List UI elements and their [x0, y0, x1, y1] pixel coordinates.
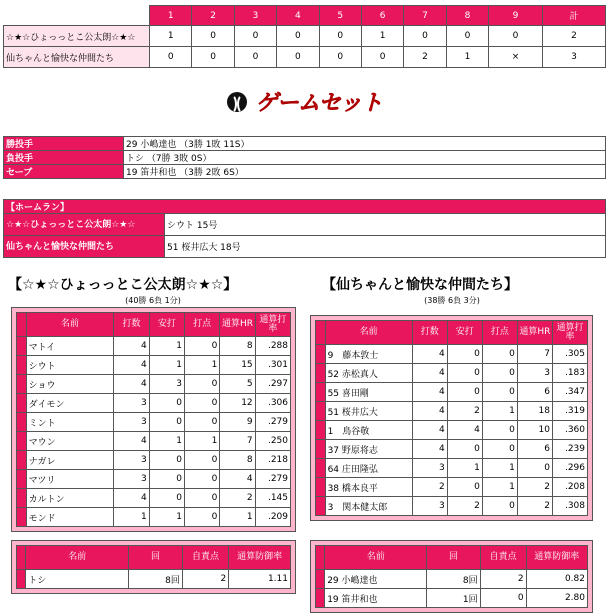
stat-cell: .319 — [552, 402, 587, 421]
total-cell: 2 — [542, 26, 605, 47]
col-header: 回 — [129, 546, 183, 570]
stat-cell: 0 — [447, 383, 482, 402]
stat-cell: 0 — [185, 508, 220, 527]
player-name: ショウ — [26, 375, 114, 394]
row-marker — [316, 421, 326, 440]
stat-cell: 0.82 — [526, 570, 587, 589]
score-cell: 1 — [150, 26, 192, 47]
stat-cell: 18 — [517, 402, 552, 421]
stat-cell: 1 — [149, 356, 184, 375]
save-pitcher-row — [4, 165, 606, 179]
right-batting-panel — [310, 315, 593, 521]
homerun-row — [4, 214, 606, 236]
stat-cell: 0 — [447, 364, 482, 383]
baseball-icon — [227, 92, 247, 112]
stat-cell: 0 — [185, 451, 220, 470]
stat-cell: 0 — [185, 470, 220, 489]
score-cell: 0 — [192, 47, 234, 68]
stat-cell: 6 — [517, 383, 552, 402]
pitching-header-row — [316, 546, 588, 570]
right-team-title: 【仙ちゃんと愉快な仲間たち】 — [322, 277, 518, 293]
stat-cell: .218 — [255, 451, 290, 470]
row-marker — [17, 546, 26, 570]
stat-cell: 4 — [412, 383, 447, 402]
right-pitching-table — [315, 545, 588, 608]
pitcher-result-value: トシ （7勝 3敗 0S） — [124, 151, 606, 165]
row-marker — [17, 313, 27, 337]
batting-row — [17, 489, 291, 508]
pitcher-result-label: 負投手 — [4, 151, 124, 165]
stat-cell: 0 — [482, 497, 517, 516]
player-name: 51 桜井広大 — [325, 402, 412, 421]
row-marker — [316, 440, 326, 459]
score-cell: 0 — [489, 26, 543, 47]
batting-row — [17, 470, 291, 489]
player-name: 64 庄田隆弘 — [325, 459, 412, 478]
stat-cell: 1 — [185, 432, 220, 451]
stat-cell: .301 — [255, 356, 290, 375]
stat-cell: 0 — [482, 364, 517, 383]
stat-cell: 4 — [114, 375, 149, 394]
stat-cell: 8回 — [129, 570, 183, 589]
col-header: 通算打率 — [255, 313, 290, 337]
stat-cell: 1 — [114, 508, 149, 527]
score-cell: × — [489, 47, 543, 68]
stat-cell: 0 — [185, 394, 220, 413]
batting-row — [316, 459, 588, 478]
stat-cell: 4 — [412, 421, 447, 440]
stat-cell: 7 — [517, 345, 552, 364]
row-marker — [17, 451, 27, 470]
batting-header-row — [316, 321, 588, 345]
stat-cell: 4 — [412, 440, 447, 459]
stat-cell: .279 — [255, 470, 290, 489]
pitching-row — [17, 570, 291, 589]
row-marker — [17, 356, 27, 375]
col-header: 通算打率 — [552, 321, 587, 345]
player-name: カルトン — [26, 489, 114, 508]
stat-cell: 0 — [149, 413, 184, 432]
stat-cell: 1 — [482, 402, 517, 421]
stat-cell: 4 — [447, 421, 482, 440]
total-header: 計 — [542, 6, 605, 26]
stat-cell: 4 — [114, 432, 149, 451]
game-set-banner — [0, 86, 609, 116]
right-team-record: (38勝 6負 3分) — [424, 296, 480, 305]
total-cell: 3 — [542, 47, 605, 68]
stat-cell: 1 — [149, 337, 184, 356]
batting-row — [316, 497, 588, 516]
col-header: 名前 — [26, 546, 129, 570]
col-header: 安打 — [149, 313, 184, 337]
row-marker — [17, 570, 26, 589]
stat-cell: .279 — [255, 413, 290, 432]
inning-header: 2 — [192, 6, 234, 26]
batting-row — [17, 432, 291, 451]
stat-cell: 1.11 — [229, 570, 291, 589]
stat-cell: 2 — [517, 497, 552, 516]
stat-cell: .250 — [255, 432, 290, 451]
row-marker — [316, 497, 326, 516]
stat-cell: 4 — [412, 402, 447, 421]
pitcher-result-label: セーブ — [4, 165, 124, 179]
player-name: ミント — [26, 413, 114, 432]
col-header: 通算防御率 — [526, 546, 587, 570]
stat-cell: 0 — [149, 489, 184, 508]
score-cell: 0 — [277, 47, 319, 68]
stat-cell: 2 — [447, 497, 482, 516]
team-name: 仙ちゃんと愉快な仲間たち — [4, 47, 150, 68]
batting-header-row — [17, 313, 291, 337]
inning-header: 6 — [361, 6, 403, 26]
col-header: 通算防御率 — [229, 546, 291, 570]
stat-cell: 0 — [482, 345, 517, 364]
stat-cell: 1 — [447, 459, 482, 478]
stat-cell: 0 — [482, 440, 517, 459]
row-marker — [316, 478, 326, 497]
homerun-title: 【ホームラン】 — [4, 200, 606, 214]
stat-cell: .145 — [255, 489, 290, 508]
row-marker — [316, 321, 326, 345]
player-name: ダイモン — [26, 394, 114, 413]
scoreboard-row-home — [4, 47, 606, 68]
row-marker — [17, 470, 27, 489]
batting-row — [316, 383, 588, 402]
row-marker — [316, 383, 326, 402]
inning-header: 9 — [489, 6, 543, 26]
batting-row — [316, 345, 588, 364]
team-name: ☆★☆ひょっっとこ公太朗☆★☆ — [4, 26, 150, 47]
stat-cell: .347 — [552, 383, 587, 402]
player-name: 38 橋本良平 — [325, 478, 412, 497]
player-name: マトイ — [26, 337, 114, 356]
stat-cell: 4 — [220, 470, 255, 489]
stat-cell: 0 — [480, 589, 526, 608]
batting-row — [316, 402, 588, 421]
score-cell: 0 — [277, 26, 319, 47]
col-header: 名前 — [26, 313, 114, 337]
row-marker — [316, 570, 325, 589]
stat-cell: 4 — [114, 337, 149, 356]
player-name: 1 鳥谷敬 — [325, 421, 412, 440]
batting-row — [316, 421, 588, 440]
batting-row — [17, 508, 291, 527]
score-cell: 0 — [192, 26, 234, 47]
col-header: 打数 — [412, 321, 447, 345]
row-marker — [17, 489, 27, 508]
stat-cell: 8 — [220, 451, 255, 470]
stat-cell: 4 — [412, 364, 447, 383]
left-pitching-table — [16, 545, 291, 589]
row-marker — [316, 546, 325, 570]
stat-cell: 1 — [482, 459, 517, 478]
stat-cell: 2 — [480, 570, 526, 589]
player-name: 3 関本健太郎 — [325, 497, 412, 516]
stat-cell: 15 — [220, 356, 255, 375]
stat-cell: 3 — [114, 470, 149, 489]
stat-cell: 3 — [412, 459, 447, 478]
row-marker — [17, 432, 27, 451]
scoreboard — [3, 5, 606, 68]
stat-cell: 1 — [149, 432, 184, 451]
row-marker — [316, 589, 325, 608]
inning-header: 4 — [277, 6, 319, 26]
stat-cell: .305 — [552, 345, 587, 364]
stat-cell: 1 — [149, 508, 184, 527]
stat-cell: .288 — [255, 337, 290, 356]
score-cell: 2 — [404, 47, 446, 68]
stat-cell: 12 — [220, 394, 255, 413]
col-header: 回 — [427, 546, 480, 570]
left-batting-panel — [11, 307, 296, 532]
score-cell: 0 — [234, 47, 276, 68]
row-marker — [17, 337, 27, 356]
col-header: 打数 — [114, 313, 149, 337]
pitcher-result-value: 29 小嶋達也 （3勝 1敗 11S） — [124, 137, 606, 151]
stat-cell: .308 — [552, 497, 587, 516]
stat-cell: 3 — [114, 451, 149, 470]
homerun-value: 51 桜井広大 18号 — [165, 236, 606, 258]
player-name: モンド — [26, 508, 114, 527]
stat-cell: 0 — [149, 451, 184, 470]
stat-cell: 0 — [517, 459, 552, 478]
stat-cell: 3 — [517, 364, 552, 383]
stat-cell: 4 — [412, 345, 447, 364]
inning-header: 7 — [404, 6, 446, 26]
player-name: マツリ — [26, 470, 114, 489]
homerun-value: シウト 15号 — [165, 214, 606, 236]
player-name: マウン — [26, 432, 114, 451]
row-marker — [17, 394, 27, 413]
score-cell: 1 — [446, 47, 488, 68]
col-header: 打点 — [482, 321, 517, 345]
batting-row — [316, 478, 588, 497]
stat-cell: 7 — [220, 432, 255, 451]
score-cell: 0 — [319, 26, 361, 47]
stat-cell: .183 — [552, 364, 587, 383]
inning-header: 1 — [150, 6, 192, 26]
stat-cell: 0 — [447, 440, 482, 459]
batting-row — [316, 440, 588, 459]
stat-cell: .296 — [552, 459, 587, 478]
stat-cell: 8 — [220, 337, 255, 356]
homerun-table — [3, 199, 606, 258]
left-pitching-panel — [11, 540, 296, 594]
stat-cell: 0 — [185, 375, 220, 394]
score-cell: 0 — [404, 26, 446, 47]
inning-header: 3 — [234, 6, 276, 26]
scoreboard-corner — [4, 6, 150, 26]
stat-cell: 3 — [114, 394, 149, 413]
col-header: 自責点 — [182, 546, 228, 570]
homerun-row — [4, 236, 606, 258]
stat-cell: 3 — [149, 375, 184, 394]
stat-cell: 0 — [149, 394, 184, 413]
pitcher-result-label: 勝投手 — [4, 137, 124, 151]
stat-cell: 1回 — [427, 589, 480, 608]
stat-cell: .360 — [552, 421, 587, 440]
score-cell: 0 — [319, 47, 361, 68]
stat-cell: 9 — [220, 413, 255, 432]
stat-cell: 0 — [447, 345, 482, 364]
stat-cell: .209 — [255, 508, 290, 527]
stat-cell: 4 — [114, 489, 149, 508]
pitcher-result-value: 19 笛井和也 （3勝 2敗 6S） — [124, 165, 606, 179]
left-team-title: 【☆★☆ひょっっとこ公太朗☆★☆】 — [8, 277, 238, 293]
pitcher-results — [3, 136, 606, 179]
player-name: シウト — [26, 356, 114, 375]
row-marker — [316, 402, 326, 421]
col-header: 通算HR — [517, 321, 552, 345]
player-name: 29 小嶋達也 — [325, 570, 427, 589]
homerun-team: ☆★☆ひょっっとこ公太朗☆★☆ — [4, 214, 165, 236]
stat-cell: 10 — [517, 421, 552, 440]
col-header: 自責点 — [480, 546, 526, 570]
player-name: トシ — [26, 570, 129, 589]
stat-cell: 0 — [482, 383, 517, 402]
stat-cell: .297 — [255, 375, 290, 394]
row-marker — [316, 459, 326, 478]
score-cell: 1 — [361, 26, 403, 47]
score-cell: 0 — [150, 47, 192, 68]
player-name: 55 喜田剛 — [325, 383, 412, 402]
score-cell: 0 — [446, 26, 488, 47]
batting-row — [17, 356, 291, 375]
col-header: 安打 — [447, 321, 482, 345]
stat-cell: 0 — [447, 478, 482, 497]
col-header: 名前 — [325, 321, 412, 345]
stat-cell: 2 — [182, 570, 228, 589]
row-marker — [17, 508, 27, 527]
stat-cell: 8回 — [427, 570, 480, 589]
batting-row — [316, 364, 588, 383]
stat-cell: 2 — [517, 478, 552, 497]
stat-cell: 1 — [482, 478, 517, 497]
stat-cell: 6 — [517, 440, 552, 459]
stat-cell: 1 — [220, 508, 255, 527]
game-set-text: ゲームセット — [255, 91, 382, 116]
batting-row — [17, 394, 291, 413]
stat-cell: 2.80 — [526, 589, 587, 608]
inning-header: 8 — [446, 6, 488, 26]
stat-cell: 3 — [412, 497, 447, 516]
col-header: 打点 — [185, 313, 220, 337]
stat-cell: 1 — [185, 356, 220, 375]
winning-pitcher-row — [4, 137, 606, 151]
stat-cell: 2 — [220, 489, 255, 508]
player-name: 9 藤本敦士 — [325, 345, 412, 364]
scoreboard-row-visitor — [4, 26, 606, 47]
player-name: 19 笛井和也 — [325, 589, 427, 608]
stat-cell: 0 — [185, 337, 220, 356]
homerun-team: 仙ちゃんと愉快な仲間たち — [4, 236, 165, 258]
batting-row — [17, 413, 291, 432]
losing-pitcher-row — [4, 151, 606, 165]
row-marker — [17, 413, 27, 432]
right-pitching-panel — [310, 540, 593, 613]
score-cell: 0 — [234, 26, 276, 47]
stat-cell: 2 — [412, 478, 447, 497]
stat-cell: 0 — [185, 489, 220, 508]
stat-cell: 4 — [114, 356, 149, 375]
col-header: 名前 — [325, 546, 427, 570]
player-name: 52 赤松真人 — [325, 364, 412, 383]
batting-row — [17, 451, 291, 470]
score-cell: 0 — [361, 47, 403, 68]
pitching-row — [316, 570, 588, 589]
inning-header: 5 — [319, 6, 361, 26]
stat-cell: .306 — [255, 394, 290, 413]
stat-cell: .208 — [552, 478, 587, 497]
pitching-row — [316, 589, 588, 608]
stat-cell: 2 — [447, 402, 482, 421]
stat-cell: 3 — [114, 413, 149, 432]
row-marker — [316, 364, 326, 383]
player-name: 37 野原将志 — [325, 440, 412, 459]
right-batting-table — [315, 320, 588, 516]
stat-cell: 0 — [149, 470, 184, 489]
stat-cell: 0 — [185, 413, 220, 432]
batting-row — [17, 375, 291, 394]
player-name: ナガレ — [26, 451, 114, 470]
stat-cell: 0 — [482, 421, 517, 440]
left-batting-table — [16, 312, 291, 527]
stat-cell: .239 — [552, 440, 587, 459]
left-team-record: (40勝 6負 1分) — [125, 296, 181, 305]
col-header: 通算HR — [220, 313, 255, 337]
scoreboard-header-row — [4, 6, 606, 26]
pitching-header-row — [17, 546, 291, 570]
batting-row — [17, 337, 291, 356]
row-marker — [316, 345, 326, 364]
stat-cell: 5 — [220, 375, 255, 394]
row-marker — [17, 375, 27, 394]
